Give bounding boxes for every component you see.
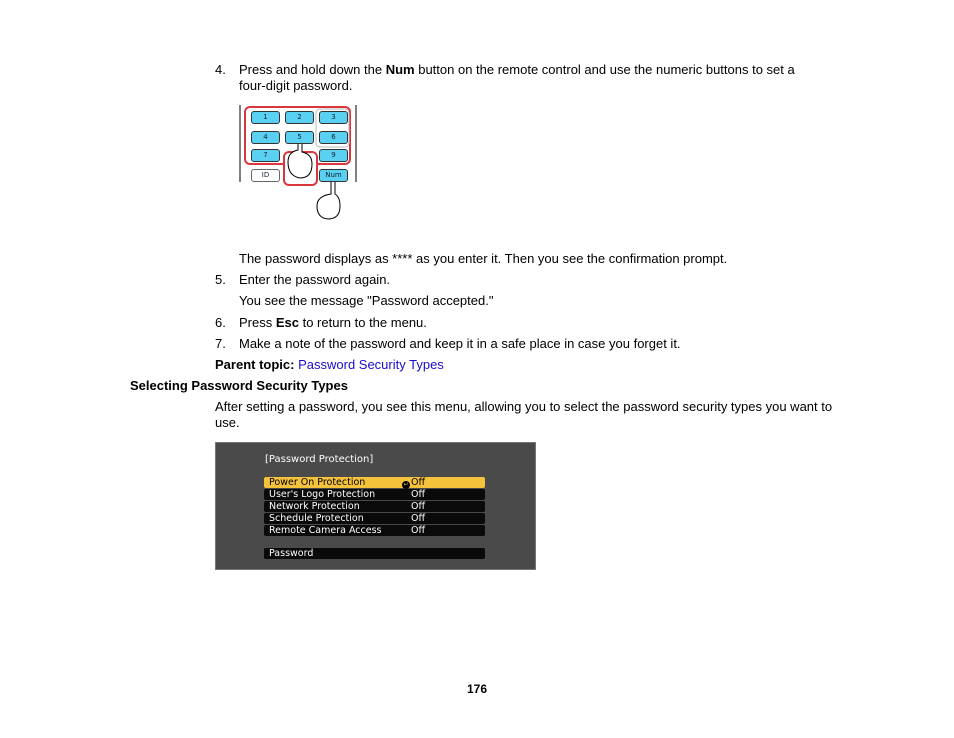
accepted-note: You see the message "Password accepted." [239, 293, 494, 308]
menu-item-network-protection [264, 501, 485, 512]
section-paragraph: After setting a password, you see this menu, allowing you to select the password security types you want to use. [215, 399, 833, 430]
menu-item-value: Off [411, 489, 426, 500]
menu-item-value: Off [411, 513, 426, 524]
menu-item-label: User's Logo Protection [269, 489, 376, 500]
step-number: 7. [215, 336, 226, 351]
password-display-note: The password displays as **** as you enter it. Then you see the confirmation prompt. [239, 251, 728, 266]
step-number: 5. [215, 272, 226, 287]
menu-title: [Password Protection] [265, 454, 374, 465]
parent-topic-link[interactable]: Password Security Types [298, 357, 444, 372]
key-3: 3 [319, 111, 348, 124]
menu-item-value: Off [411, 501, 426, 512]
remote-control-illustration [238, 102, 362, 224]
menu-item-schedule-protection [264, 513, 485, 524]
parent-topic [215, 357, 444, 373]
page-number: 176 [466, 682, 488, 696]
menu-item-password [264, 548, 485, 559]
key-id: ID [251, 169, 280, 182]
key-9: 9 [319, 149, 348, 162]
menu-item-users-logo-protection [264, 489, 485, 500]
menu-item-label: Remote Camera Access [269, 525, 382, 536]
step-text: Press Esc to return to the menu. [239, 315, 427, 330]
key-2: 2 [285, 111, 314, 124]
key-num: Num [319, 169, 348, 182]
menu-item-power-on-protection [264, 477, 485, 488]
step-text: Make a note of the password and keep it in a safe place in case you forget it. [239, 336, 681, 351]
section-heading: Selecting Password Security Types [130, 378, 348, 393]
menu-item-label: Password [269, 548, 314, 559]
step-number: 4. [215, 62, 226, 77]
menu-item-label: Schedule Protection [269, 513, 364, 524]
key-7: 7 [251, 149, 280, 162]
menu-item-label: Network Protection [269, 501, 360, 512]
step-text: Enter the password again. [239, 272, 391, 287]
menu-item-value: Off [411, 525, 426, 536]
key-6: 6 [319, 131, 348, 144]
enter-icon: ↵ [403, 481, 409, 488]
key-1: 1 [251, 111, 280, 124]
key-5: 5 [285, 131, 314, 144]
parent-topic-label: Parent topic: [215, 357, 295, 372]
step-number: 6. [215, 315, 226, 330]
menu-item-remote-camera-access [264, 525, 485, 536]
menu-item-label: Power On Protection [269, 477, 366, 488]
password-protection-menu-screenshot [215, 442, 536, 570]
step-text: Press and hold down the Num button on the remote control and use the numeric buttons to set a four-digit password. [239, 62, 795, 93]
menu-item-value: ↵ Off [403, 477, 426, 488]
key-4: 4 [251, 131, 280, 144]
